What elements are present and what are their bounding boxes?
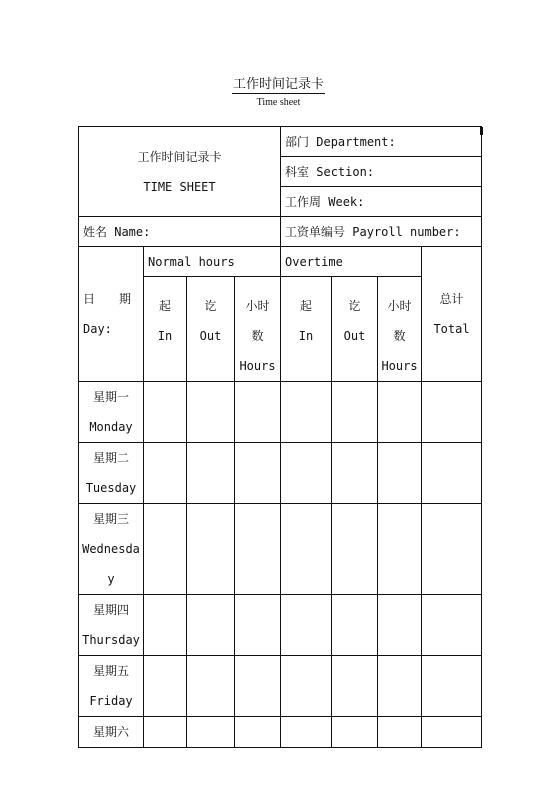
- date-header: [79, 247, 144, 382]
- day-label: 星期六: [79, 717, 144, 748]
- day-label: 星期三 Wednesda y: [79, 504, 144, 595]
- overtime-out-cell[interactable]: [332, 717, 378, 748]
- table-row: [79, 656, 482, 717]
- card-title-cn: 工作时间记录卡: [137, 149, 222, 164]
- date-header-cn: 日 期: [83, 292, 132, 306]
- table-row: [79, 504, 482, 595]
- total-cell[interactable]: [422, 504, 482, 595]
- overtime-out-cell[interactable]: [332, 504, 378, 595]
- document-title: 工作时间记录卡: [232, 77, 324, 92]
- normal-hours-cell[interactable]: [235, 656, 281, 717]
- overtime-header: Overtime: [281, 247, 422, 277]
- overtime-out-cell[interactable]: [332, 595, 378, 656]
- overtime-in-cell[interactable]: [281, 382, 332, 443]
- overtime-hours-count-header: 小时 数 Hours: [378, 277, 422, 382]
- normal-hours-cell[interactable]: [235, 717, 281, 748]
- payroll-field[interactable]: 工资单编号 Payroll number:: [281, 217, 482, 247]
- normal-out-cell[interactable]: [187, 595, 235, 656]
- normal-hours-cell[interactable]: [235, 443, 281, 504]
- name-field[interactable]: 姓名 Name:: [79, 217, 281, 247]
- normal-hours-cell[interactable]: [235, 504, 281, 595]
- document-subtitle: Time sheet: [256, 97, 301, 108]
- overtime-in-cell[interactable]: [281, 717, 332, 748]
- overtime-hours-cell[interactable]: [378, 595, 422, 656]
- normal-out-cell[interactable]: [187, 382, 235, 443]
- overtime-out-header: 讫 Out: [332, 277, 378, 382]
- overtime-out-cell[interactable]: [332, 382, 378, 443]
- day-label: 星期四 Thursday: [79, 595, 144, 656]
- day-label: 星期二 Tuesday: [79, 443, 144, 504]
- normal-in-header: 起 In: [144, 277, 187, 382]
- table-row: [79, 443, 482, 504]
- overtime-hours-cell[interactable]: [378, 656, 422, 717]
- day-label: 星期一 Monday: [79, 382, 144, 443]
- normal-in-cell[interactable]: [144, 443, 187, 504]
- overtime-in-header: 起 In: [281, 277, 332, 382]
- total-cell[interactable]: [422, 382, 482, 443]
- normal-hours-cell[interactable]: [235, 595, 281, 656]
- card-title-cell: [79, 127, 281, 217]
- normal-hours-cell[interactable]: [235, 382, 281, 443]
- overtime-out-cell[interactable]: [332, 656, 378, 717]
- day-label: 星期五 Friday: [79, 656, 144, 717]
- normal-out-cell[interactable]: [187, 504, 235, 595]
- card-title-en: TIME SHEET: [143, 179, 216, 194]
- overtime-out-cell[interactable]: [332, 443, 378, 504]
- department-field[interactable]: 部门 Department:: [281, 127, 482, 157]
- normal-out-cell[interactable]: [187, 443, 235, 504]
- normal-hours-header: Normal hours: [144, 247, 281, 277]
- normal-in-cell[interactable]: [144, 595, 187, 656]
- overtime-hours-cell[interactable]: [378, 382, 422, 443]
- overtime-hours-cell[interactable]: [378, 443, 422, 504]
- normal-out-cell[interactable]: [187, 717, 235, 748]
- total-cell[interactable]: [422, 717, 482, 748]
- table-row: [79, 595, 482, 656]
- table-row: [79, 717, 482, 748]
- normal-in-cell[interactable]: [144, 717, 187, 748]
- total-cell[interactable]: [422, 595, 482, 656]
- total-header: 总计 Total: [422, 247, 482, 382]
- overtime-in-cell[interactable]: [281, 504, 332, 595]
- normal-in-cell[interactable]: [144, 656, 187, 717]
- overtime-in-cell[interactable]: [281, 595, 332, 656]
- table-row: [79, 382, 482, 443]
- section-field[interactable]: 科室 Section:: [281, 157, 482, 187]
- timesheet-table: [78, 126, 482, 748]
- total-cell[interactable]: [422, 443, 482, 504]
- overtime-in-cell[interactable]: [281, 443, 332, 504]
- overtime-hours-cell[interactable]: [378, 504, 422, 595]
- overtime-hours-cell[interactable]: [378, 717, 422, 748]
- normal-in-cell[interactable]: [144, 382, 187, 443]
- overtime-in-cell[interactable]: [281, 656, 332, 717]
- normal-hours-count-header: 小时 数 Hours: [235, 277, 281, 382]
- normal-in-cell[interactable]: [144, 504, 187, 595]
- normal-out-cell[interactable]: [187, 656, 235, 717]
- date-header-en: Day:: [83, 322, 112, 336]
- week-field[interactable]: 工作周 Week:: [281, 187, 482, 217]
- normal-out-header: 讫 Out: [187, 277, 235, 382]
- total-cell[interactable]: [422, 656, 482, 717]
